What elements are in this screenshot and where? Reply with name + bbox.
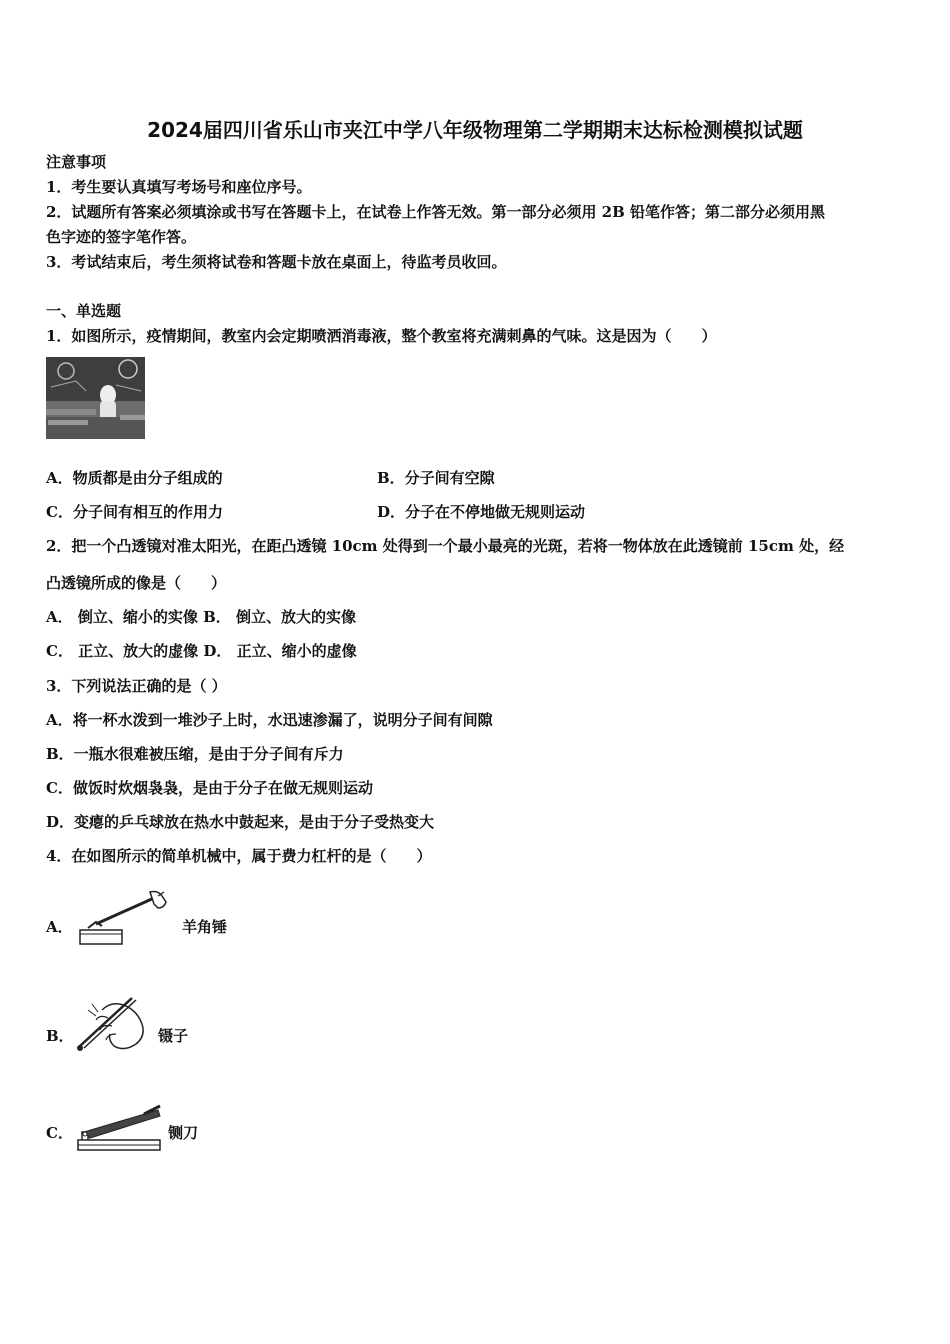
tweezers-figure: [72, 990, 156, 1060]
q3-stem: 3．下列说法正确的是（ ）: [46, 677, 227, 695]
notice-item: 2．试题所有答案必须填涂或书写在答题卡上，在试卷上作答无效。第一部分必须用 2B 铅笔作答；第二部分必须用黑: [46, 203, 826, 221]
notice-item: 色字迹的签字笔作答。: [46, 228, 197, 246]
notice-heading: 注意事项: [46, 153, 107, 171]
notice-item: 1．考生要认真填写考场号和座位序号。: [46, 178, 312, 196]
q2-options-cd: C． 正立、放大的虚像 D． 正立、缩小的虚像: [46, 642, 357, 660]
q4-option-a-label: A．: [46, 918, 73, 936]
q4-option-c-label: C．: [46, 1124, 73, 1142]
page-title: 2024届四川省乐山市夹江中学八年级物理第二学期期末达标检测模拟试题: [147, 118, 803, 142]
q4-option-b-label: B．: [46, 1027, 74, 1045]
q4-option-c-name: 铡刀: [168, 1124, 199, 1142]
q1-option-a: A．物质都是由分子组成的: [46, 469, 223, 487]
q3-option-a: A．将一杯水泼到一堆沙子上时，水迅速渗漏了，说明分子间有间隙: [46, 711, 493, 729]
q2-options-ab: A． 倒立、缩小的实像 B． 倒立、放大的实像: [46, 608, 356, 626]
claw-hammer-figure: [74, 888, 174, 950]
guillotine-cutter-figure: [74, 1102, 164, 1156]
q3-option-b: B．一瓶水很难被压缩，是由于分子间有斥力: [46, 745, 344, 763]
q4-option-b-name: 镊子: [158, 1027, 189, 1045]
notice-item: 3．考试结束后，考生须将试卷和答题卡放在桌面上，待监考员收回。: [46, 253, 507, 271]
q1-option-c: C．分子间有相互的作用力: [46, 503, 223, 521]
q1-option-b: B．分子间有空隙: [377, 469, 495, 487]
q3-option-d: D．变瘪的乒乓球放在热水中鼓起来，是由于分子受热变大: [46, 813, 435, 831]
q2-stem-cont: 凸透镜所成的像是（ ）: [46, 574, 227, 592]
section-heading: 一、单选题: [46, 302, 122, 320]
q4-option-a-name: 羊角锤: [182, 918, 228, 936]
q3-option-c: C．做饭时炊烟袅袅，是由于分子在做无规则运动: [46, 779, 373, 797]
classroom-photo: [46, 357, 145, 439]
q4-stem: 4．在如图所示的简单机械中，属于费力杠杆的是（ ）: [46, 847, 432, 865]
q2-stem: 2．把一个凸透镜对准太阳光，在距凸透镜 10cm 处得到一个最小最亮的光斑，若将一物体放在此透镜前 15cm 处，经: [46, 537, 845, 555]
q1-stem: 1．如图所示，疫情期间，教室内会定期喷洒消毒液，整个教室将充满刺鼻的气味。这是因为（ ）: [46, 327, 717, 345]
q1-option-d: D．分子在不停地做无规则运动: [377, 503, 586, 521]
